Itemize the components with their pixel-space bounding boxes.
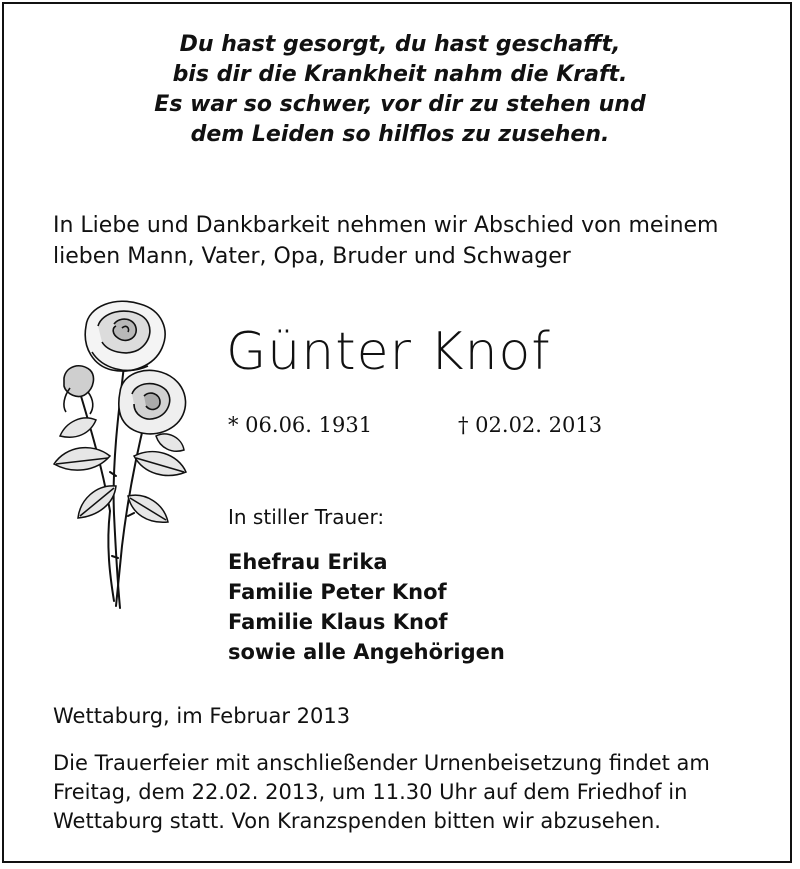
poem-line: dem Leiden so hilflos zu zusehen. [190, 122, 610, 147]
life-dates [228, 411, 603, 439]
intro-line: lieben Mann, Vater, Opa, Bruder und Schwager [53, 244, 571, 269]
funeral-line: Die Trauerfeier mit anschließender Urnenbeisetzung findet am [53, 751, 710, 775]
mourners-list [228, 547, 505, 667]
rose-illustration-icon [36, 296, 192, 614]
intro-line: In Liebe und Dankbarkeit nehmen wir Abschied von meinem [53, 213, 719, 238]
poem-line: Du hast gesorgt, du hast geschafft, [179, 32, 621, 57]
birth-date: * 06.06. 1931 [228, 413, 373, 437]
mourner-entry: sowie alle Angehörigen [228, 640, 505, 664]
mourner-entry: Familie Peter Knof [228, 580, 447, 604]
death-date: † 02.02. 2013 [458, 413, 603, 437]
mourner-entry: Ehefrau Erika [228, 550, 388, 574]
deceased-name: Günter Knof [226, 322, 551, 382]
farewell-intro [53, 210, 718, 272]
poem-line: Es war so schwer, vor dir zu stehen und [154, 92, 646, 117]
mourning-heading: In stiller Trauer: [228, 505, 385, 529]
poem-line: bis dir die Krankheit nahm die Kraft. [172, 62, 628, 87]
mourner-entry: Familie Klaus Knof [228, 610, 448, 634]
funeral-info [53, 749, 763, 836]
funeral-line: Freitag, dem 22.02. 2013, um 11.30 Uhr auf dem Friedhof in [53, 780, 688, 804]
funeral-line: Wettaburg statt. Von Kranzspenden bitten wir abzusehen. [53, 809, 661, 833]
place-and-date: Wettaburg, im Februar 2013 [53, 704, 351, 728]
memorial-poem [0, 30, 800, 150]
